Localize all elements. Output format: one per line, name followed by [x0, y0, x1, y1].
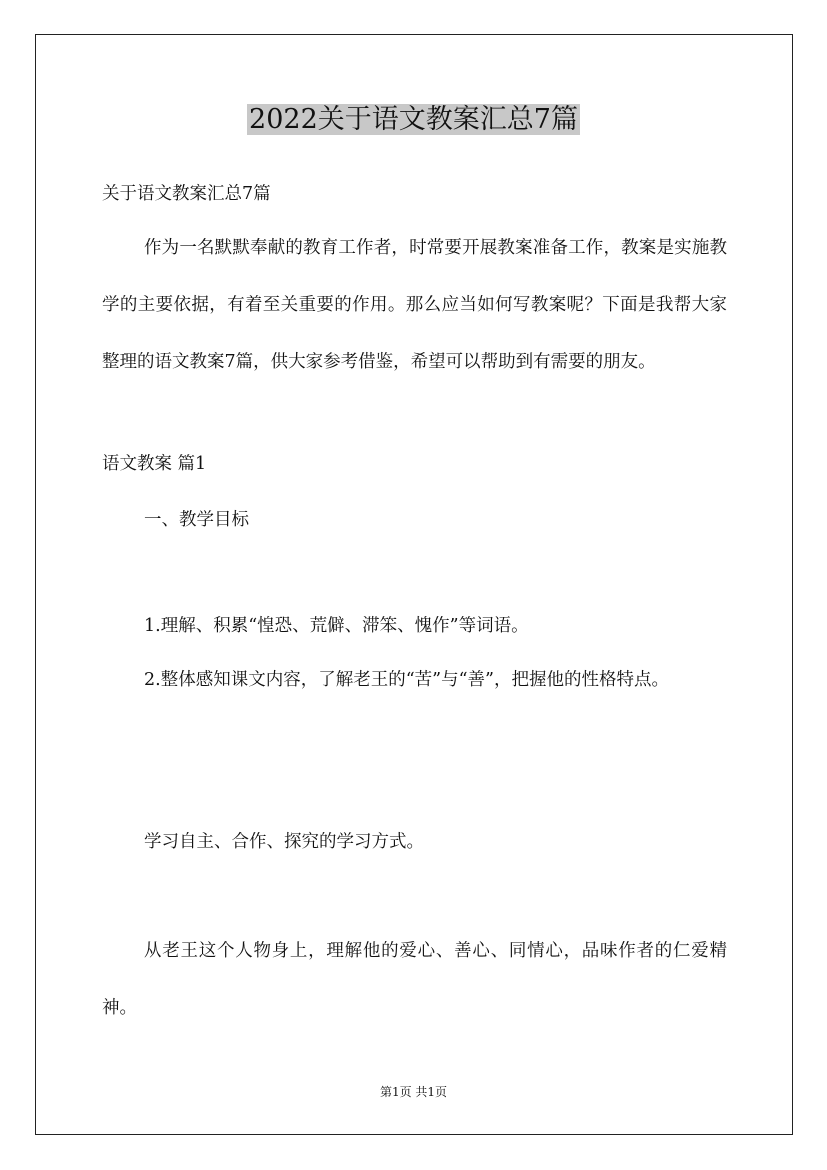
document-title-text: 2022关于语文教案汇总7篇 — [249, 104, 578, 135]
intro-paragraph: 作为一名默默奉献的教育工作者，时常要开展教案准备工作，教案是实施教学的主要依据，有着至关重要的作用。那么应当如何写教案呢？下面是我帮大家整理的语文教案7篇，供大家参考借鉴，希望可以帮助到有需要的朋友。 — [102, 238, 727, 372]
objective-2: 2.整体感知课文内容，了解老王的“苦”与“善”，把握他的性格特点。 — [144, 670, 669, 690]
objectives-heading: 一、教学目标 — [144, 510, 249, 530]
page-footer: 第1页 共1页 — [379, 1085, 448, 1099]
emotion-paragraph: 从老王这个人物身上，理解他的爱心、善心、同情心，品味作者的仁爱精神。 — [102, 941, 727, 1018]
document-title — [0, 100, 827, 140]
document-subtitle: 关于语文教案汇总7篇 — [102, 184, 271, 204]
section-heading: 语文教案 篇1 — [102, 454, 207, 474]
method-paragraph: 学习自主、合作、探究的学习方式。 — [144, 832, 424, 852]
objective-1: 1.理解、积累“惶恐、荒僻、滞笨、愧作”等词语。 — [144, 616, 529, 636]
